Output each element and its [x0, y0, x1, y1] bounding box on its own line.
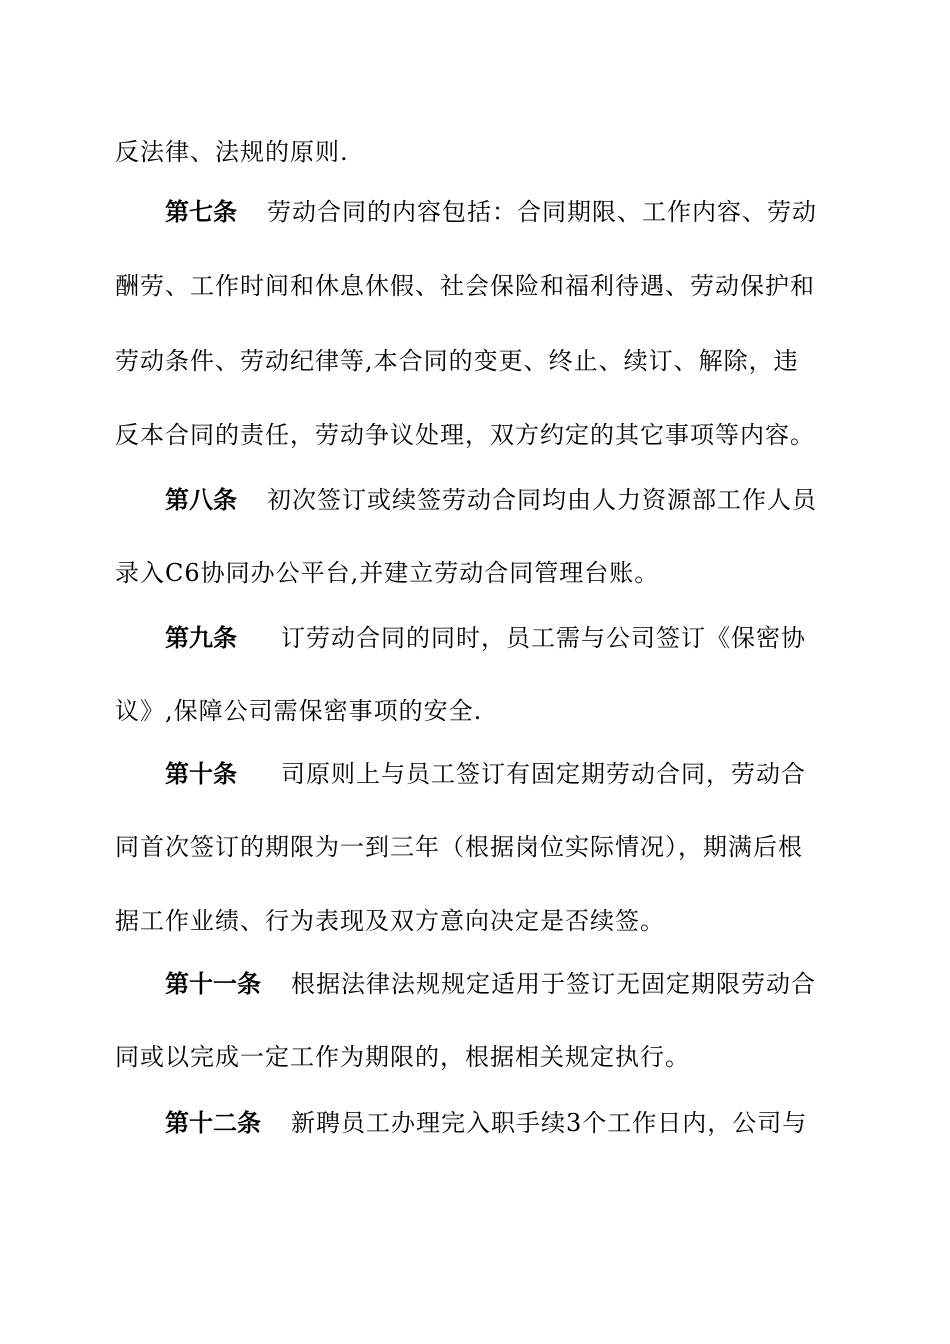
article-number: 第八条: [165, 486, 237, 514]
paragraph-line: 同或以完成一定工作为期限的，根据相关规定执行。: [115, 1043, 690, 1071]
article-8-first-line: [165, 484, 840, 516]
paragraph-text: 新聘员工办理完入职手续3个工作日内，公司与: [291, 1109, 808, 1137]
paragraph-line: 议》,保障公司需保密事项的安全.: [115, 697, 483, 725]
paragraph-line: 反本合同的责任，劳动争议处理，双方约定的其它事项等内容。: [115, 421, 815, 449]
article-10-first-line: [165, 758, 840, 790]
paragraph-text: 订劳动合同的同时，员工需与公司签订《保密协: [281, 624, 806, 652]
article-number: 第十一条: [165, 970, 261, 998]
paragraph-text: 司原则上与员工签订有固定期劳动合同，劳动合: [281, 760, 806, 788]
article-number: 第十二条: [165, 1109, 261, 1137]
article-12-first-line: [165, 1107, 840, 1139]
paragraph-line: 同首次签订的期限为一到三年（根据岗位实际情况），期满后根: [115, 833, 803, 861]
paragraph-line: 酬劳、工作时间和休息休假、社会保险和福利待遇、劳动保护和: [115, 272, 815, 300]
paragraph-text: 根据法律法规规定适用于签订无固定期限劳动合: [291, 970, 816, 998]
paragraph-line: 劳动条件、劳动纪律等,本合同的变更、终止、续订、解除，违: [115, 347, 799, 375]
paragraph-line: 据工作业绩、行为表现及双方意向决定是否续签。: [115, 907, 665, 935]
article-9-first-line: [165, 622, 840, 654]
article-number: 第十条: [165, 760, 237, 788]
paragraph-line: 录入C6协同办公平台,并建立劳动合同管理台账。: [115, 559, 660, 587]
article-11-first-line: [165, 968, 840, 1000]
paragraph-text: 初次签订或续签劳动合同均由人力资源部工作人员: [267, 486, 817, 514]
article-7-first-line: [165, 196, 840, 228]
article-number: 第九条: [165, 624, 237, 652]
paragraph-line: 反法律、法规的原则.: [115, 138, 349, 166]
paragraph-text: 劳动合同的内容包括：合同期限、工作内容、劳动: [267, 198, 817, 226]
article-number: 第七条: [165, 198, 237, 226]
